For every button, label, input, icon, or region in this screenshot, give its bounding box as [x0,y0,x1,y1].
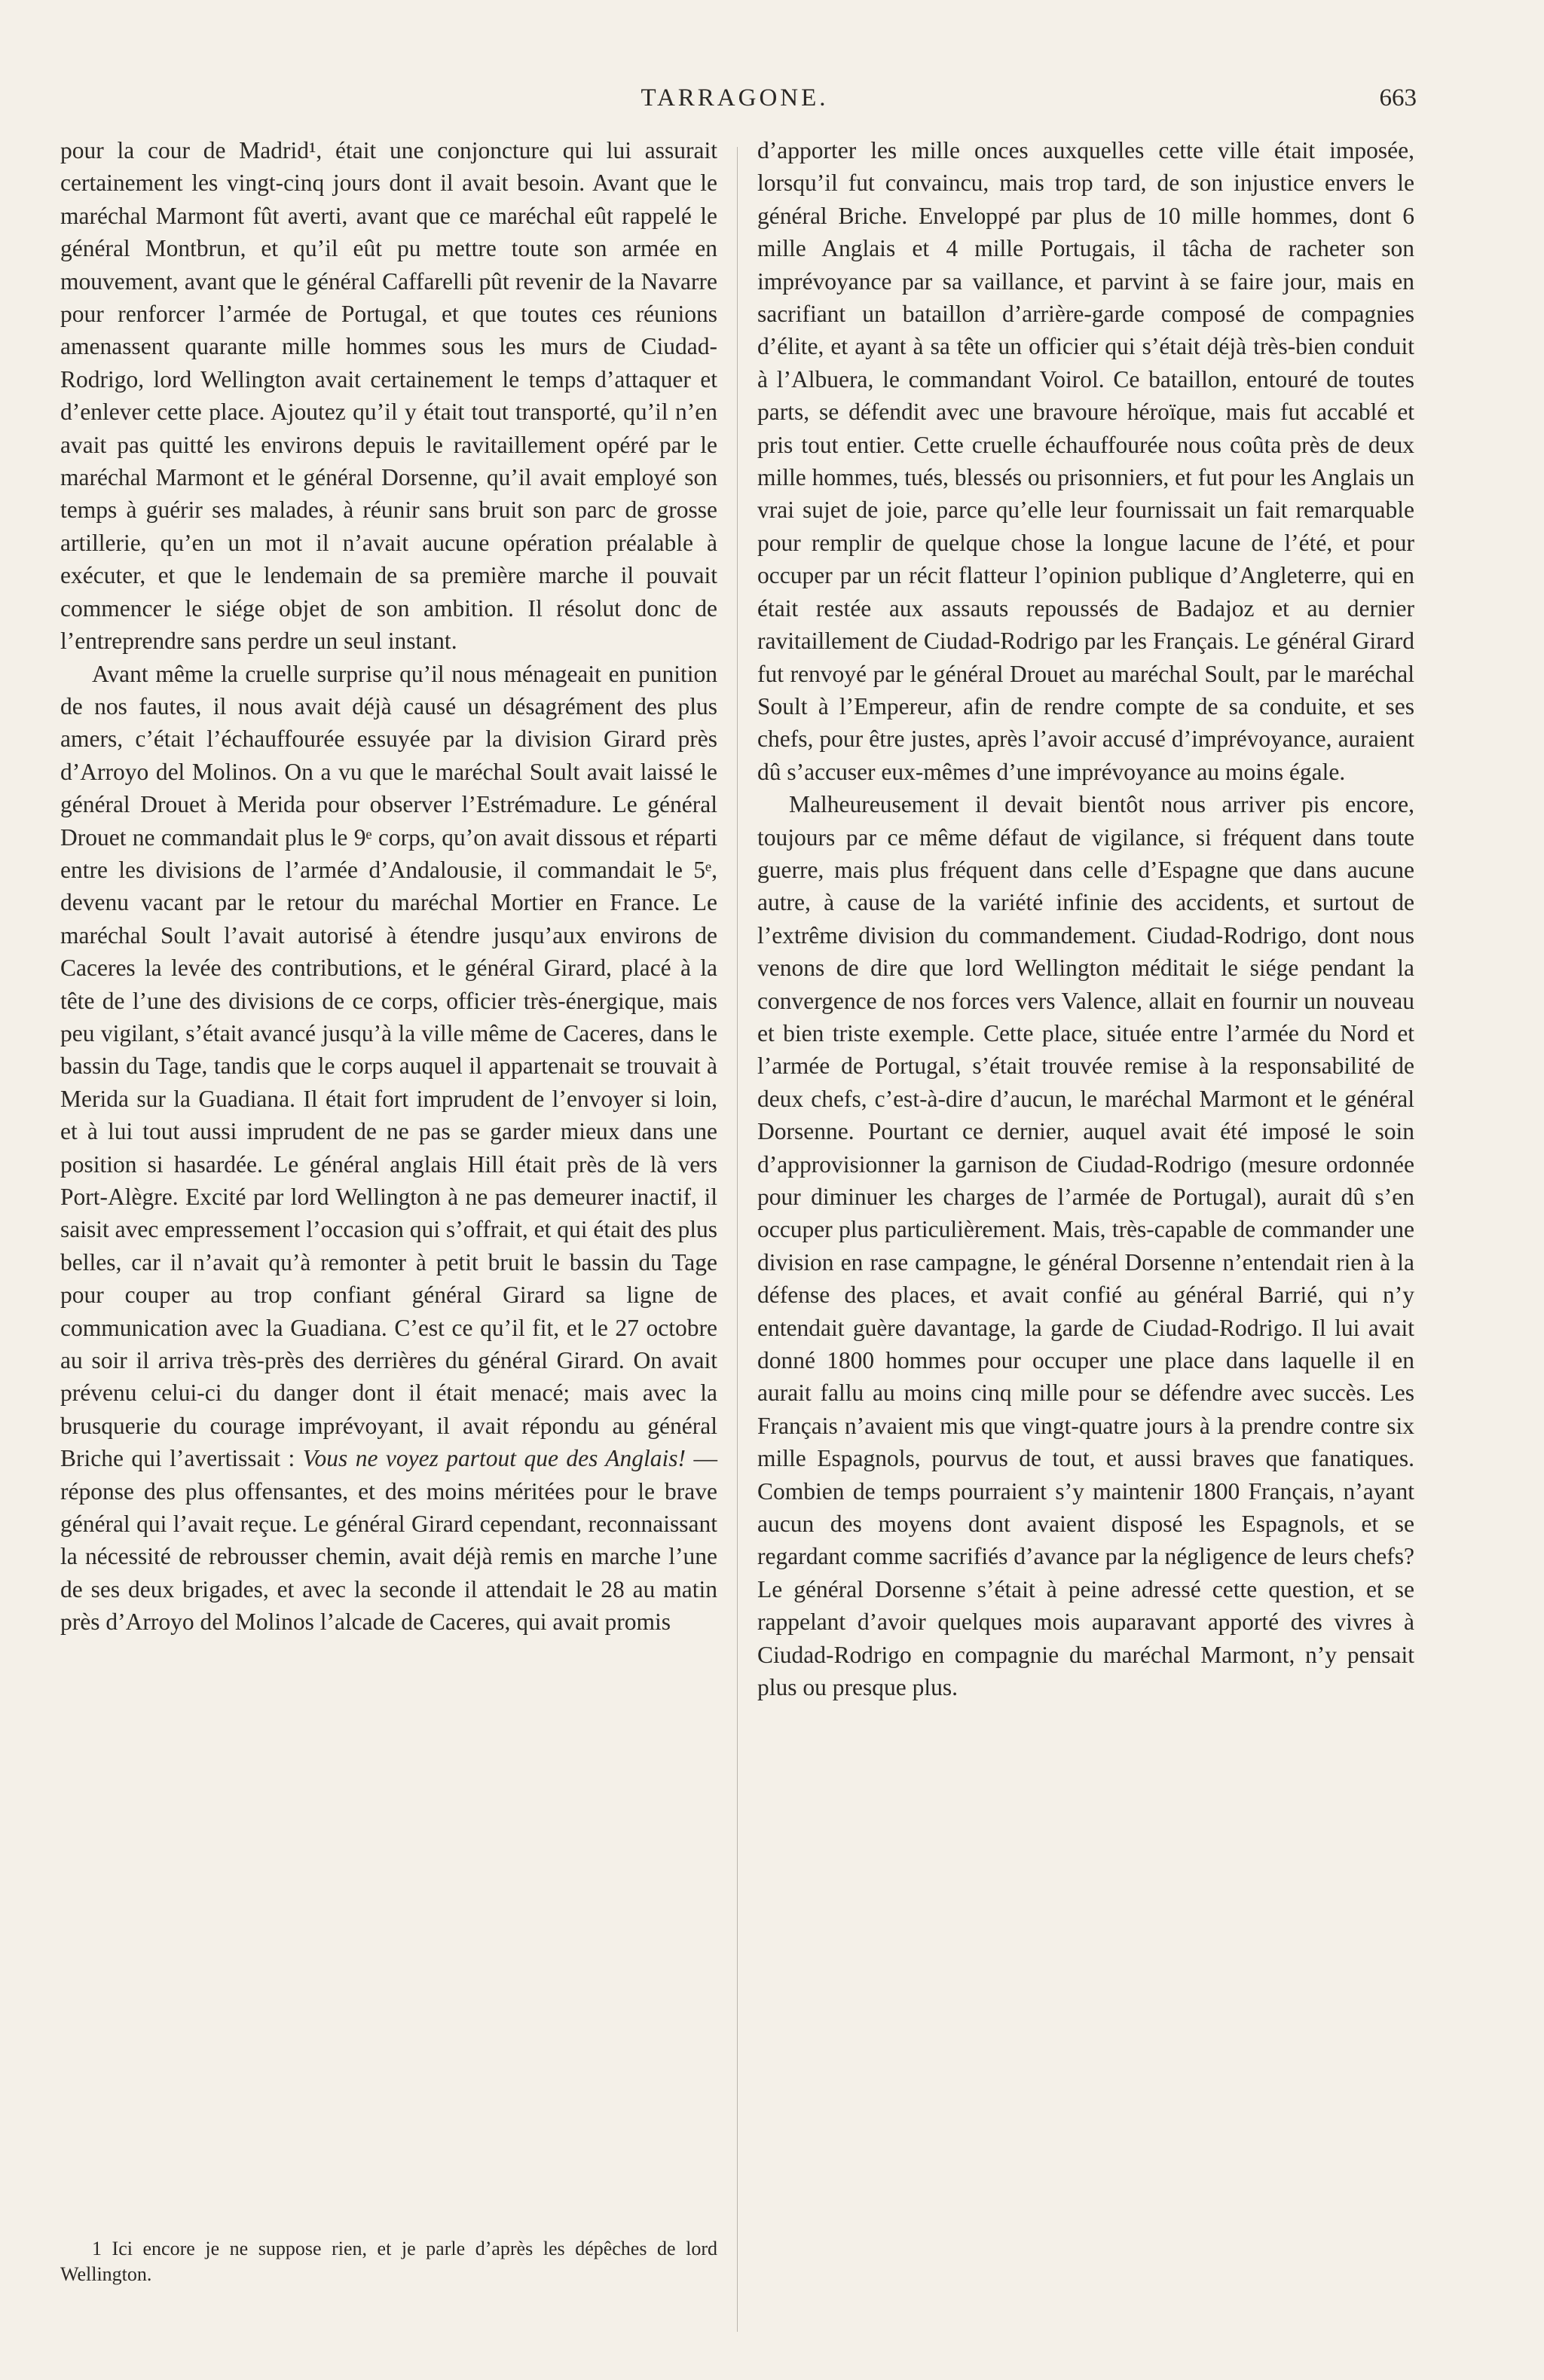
left-paragraph-2-text-b: — réponse des plus offensantes, et des moins méritées pour le brave général qui l’avait reçue. Le général Girard cependant, reconnaissant la nécessité de rebrousser chemin, avait déjà remis en marche l’une de ses deux brigades, et avec la seconde il attendait le 28 au matin près d’Arroyo del Molinos l’alcade de Caceres, qui avait promis [60,1445,717,1636]
left-paragraph-1: pour la cour de Madrid¹, était une conjoncture qui lui assurait certainement les vingt-cinq jours dont il avait besoin. Avant que le maréchal Marmont fût averti, avant que ce maréchal eût rappelé le général Montbrun, et qu’il eût pu mettre toute son armée en mouvement, avant que le général Caffarelli pût revenir de la Navarre pour renforcer l’armée de Portugal, et que toutes ces réunions amenassent quarante mille hommes sous les murs de Ciudad-Rodrigo, lord Wellington avait certainement le temps d’attaquer et d’enlever cette place. Ajoutez qu’il y était tout transporté, qu’il n’en avait pas quitté les environs depuis le ravitaillement opéré par le maréchal Marmont et le général Dorsenne, qu’il avait employé son temps à guérir ses malades, à réunir sans bruit son parc de grosse artillerie, qu’en un mot il n’avait aucune opération préalable à exécuter, et que le lendemain de sa première marche il pouvait commencer le siége objet de son ambition. Il résolut donc de l’entreprendre sans perdre un seul instant. [60,137,717,655]
right-paragraph-1: d’apporter les mille onces auxquelles cette ville était imposée, lorsqu’il fut convaincu, mais trop tard, de son injustice envers le général Briche. Enveloppé par plus de 10 mille hommes, dont 6 mille Anglais et 4 mille Portugais, il tâcha de racheter son imprévoyance par sa vaillance, et parvint à se faire jour, mais en sacrifiant un bataillon d’arrière-garde composé de compagnies d’élite, et ayant à sa tête un officier qui s’était déjà très-bien conduit à l’Albuera, le commandant Voirol. Ce bataillon, entouré de toutes parts, se défendit avec une bravoure héroïque, mais fut accablé et pris tout entier. Cette cruelle échauffourée nous coûta près de deux mille hommes, tués, blessés ou prisonniers, et fut pour les Anglais un vrai sujet de joie, parce qu’elle leur fournissait un fait remarquable pour remplir de quelque chose la longue lacune de l’été, et pour occuper par un récit flatteur l’opinion publique d’Angleterre, qui en était restée aux assauts repoussés de Badajoz et au dernier ravitaillement de Ciudad-Rodrigo par les Français. Le général Girard fut renvoyé par le général Drouet au maréchal Soult, par le maréchal Soult à l’Empereur, afin de rendre compte de sa conduite, et ses chefs, pour être justes, après l’avoir accusé d’imprévoyance, auraient dû s’accuser eux-mêmes d’une imprévoyance au moins égale. [757,137,1414,785]
page-number: 663 [1379,84,1417,112]
footnote: 1 Ici encore je ne suppose rien, et je parle d’après les dépêches de lord Wellington. [60,2238,717,2285]
column-divider [737,147,738,2332]
page-header [53,84,1417,122]
left-paragraph-2-text-a: Avant même la cruelle surprise qu’il nous ménageait en punition de nos fautes, il nous avait déjà causé un désagrément des plus amers, c’était l’échauffourée essuyée par la division Girard près d’Arroyo del Molinos. On a vu que le maréchal Soult avait laissé le général Drouet à Merida pour observer l’Estrémadure. Le général Drouet ne commandait plus le 9ᵉ corps, qu’on avait dissous et réparti entre les divisions de l’armée d’Andalousie, il commandait le 5ᵉ, devenu vacant par le retour du maréchal Mortier en France. Le maréchal Soult l’avait autorisé à étendre jusqu’aux environs de Caceres la levée des contributions, et le général Girard, placé à la tête de l’une des divisions de ce corps, officier très-énergique, mais peu vigilant, s’était avancé jusqu’à la ville même de Caceres, dans le bassin du Tage, tandis que le corps auquel il appartenait se trouvait à Merida sur la Guadiana. Il était fort imprudent de l’envoyer si loin, et à lui tout aussi imprudent de ne pas se garder mieux dans une position si hasardée. Le général anglais Hill était près de là vers Port-Alègre. Excité par lord Wellington à ne pas demeurer inactif, il saisit avec empressement l’occasion qui s’offrait, et qui était des plus belles, car il n’avait qu’à remonter à petit bruit le bassin du Tage pour couper au trop confiant général Girard sa ligne de communication avec la Guadiana. C’est ce qu’il fit, et le 27 octobre au soir il arriva très-près des derrières du général Girard. On avait prévenu celui-ci du danger dont il était menacé; mais avec la brusquerie du courage imprévoyant, il avait répondu au général Briche qui l’avertissait : [60,660,717,1472]
right-paragraph-2: Malheureusement il devait bientôt nous arriver pis encore, toujours par ce même défaut de vigilance, si fréquent dans toute guerre, mais plus fréquent dans celle d’Espagne que dans aucune autre, à cause de la variété infinie des accidents, et surtout de l’extrême division du commandement. Ciudad-Rodrigo, dont nous venons de dire que lord Wellington méditait le siége pendant la convergence de nos forces vers Valence, allait en fournir un nouveau et bien triste exemple. Cette place, située entre l’armée du Nord et l’armée de Portugal, s’était trouvée remise à la responsabilité de deux chefs, c’est-à-dire d’aucun, le maréchal Marmont et le général Dorsenne. Pourtant ce dernier, auquel avait été imposé le soin d’approvisionner la garnison de Ciudad-Rodrigo (mesure ordonnée pour diminuer les charges de l’armée de Portugal), aurait dû s’en occuper plus particulièrement. Mais, très-capable de commander une division en rase campagne, le général Dorsenne n’entendait rien à la défense des places, et avait confié au général Barrié, qui n’y entendait guère davantage, la garde de Ciudad-Rodrigo. Il lui avait donné 1800 hommes pour occuper une place dans laquelle il en aurait fallu au moins cinq mille pour se défendre avec succès. Les Français n’avaient mis que vingt-quatre jours à la prendre contre six mille Espagnols, pourvus de tout, et aussi braves que fanatiques. Combien de temps pourraient s’y maintenir 1800 Français, n’ayant aucun des moyens dont avaient disposé les Espagnols, et se regardant comme sacrifiés d’avance par la négligence de leurs chefs? Le général Dorsenne s’était à peine adressé cette question, et se rappelant d’avoir quelques mois auparavant apporté des vivres à Ciudad-Rodrigo en compagnie du maréchal Marmont, n’y pensait plus ou presque plus. [757,791,1414,1701]
right-column [757,134,1414,1704]
left-paragraph-2 [60,658,717,1639]
running-title: TARRAGONE. [641,84,829,112]
girard-quote: Vous ne voyez partout que des Anglais! [302,1445,686,1472]
left-column [60,134,717,1639]
